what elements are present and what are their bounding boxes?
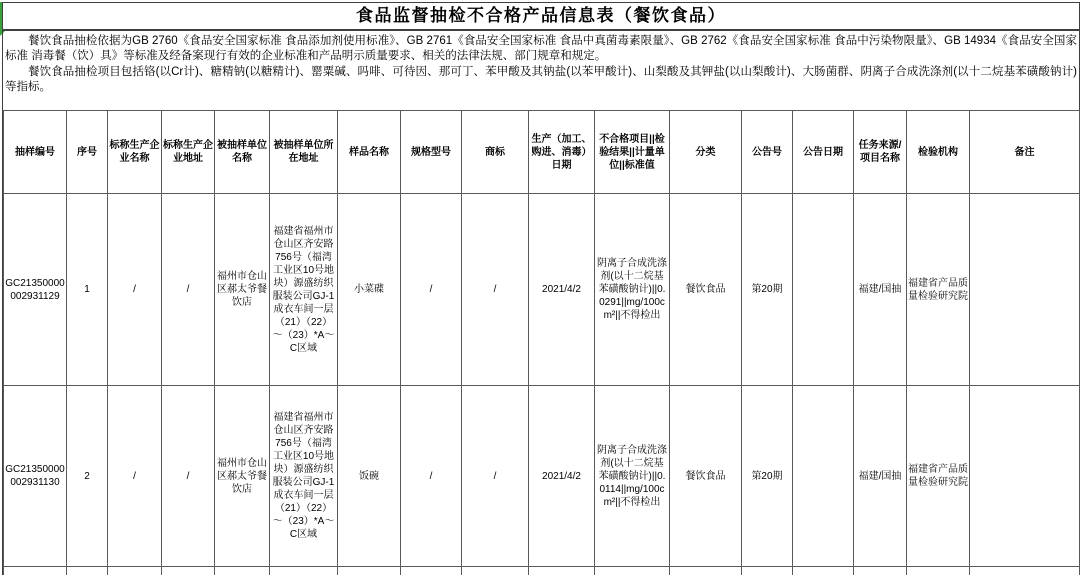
table-cell: 2021/4/2 (529, 386, 595, 567)
table-cell: 福建省福州市仓山区齐安路756号（福湾工业区10号地块）源盛纺织服装公司GJ-1成衣车间一层（21）（22）～（23）*A～C区域 (270, 194, 338, 386)
column-header: 生产（加工、购进、消毒）日期 (529, 111, 595, 194)
table-cell (215, 567, 270, 575)
column-header: 序号 (67, 111, 108, 194)
table-cell (595, 567, 670, 575)
table-cell (67, 567, 108, 575)
table-cell: 2021/4/2 (529, 194, 595, 386)
table-cell: GC21350000002931129 (4, 194, 67, 386)
table-cell (970, 194, 1080, 386)
table-cell (907, 567, 970, 575)
table-cell: 餐饮食品 (670, 194, 742, 386)
column-header: 分类 (670, 111, 742, 194)
table-body (4, 194, 1080, 575)
column-header: 不合格项目||检验结果||计量单位||标准值 (595, 111, 670, 194)
report-frame (2, 2, 1080, 575)
table-cell (854, 567, 907, 575)
intro-paragraph-standards: 餐饮食品抽检依据为GB 2760《食品安全国家标准 食品添加剂使用标准》、GB 2761《食品安全国家标准 食品中真菌毒素限量》、GB 2762《食品安全国家标准 食品中污染物限量》、GB 14934《食品安全国家标准 消毒餐（饮）具》等标准及经备案现行有效的企业标准和产品明示质量要求、相关的法律法规、部门规章和规定。 (5, 35, 1077, 62)
table-cell: 福建省福州市仓山区齐安路756号（福湾工业区10号地块）源盛纺织服装公司GJ-1成衣车间一层（21）（22）～（23）*A～C区域 (270, 386, 338, 567)
table-cell (462, 567, 529, 575)
table-cell: 阴离子合成洗涤剂(以十二烷基苯磺酸钠计)||0.0114||mg/100cm²||不得检出 (595, 386, 670, 567)
column-header: 样品名称 (338, 111, 401, 194)
table-cell: 福建省产品质量检验研究院 (907, 194, 970, 386)
table-cell (670, 567, 742, 575)
table-cell (970, 567, 1080, 575)
table-row-partial (4, 567, 1080, 575)
table-cell: 福州市仓山区郝太爷餐饮店 (215, 386, 270, 567)
table-cell (270, 567, 338, 575)
table-cell (401, 567, 462, 575)
table-cell: / (162, 194, 215, 386)
table-cell: / (462, 194, 529, 386)
column-header: 商标 (462, 111, 529, 194)
table-cell: / (108, 386, 162, 567)
products-table (3, 110, 1080, 575)
column-header: 公告号 (742, 111, 793, 194)
column-header: 被抽样单位名称 (215, 111, 270, 194)
table-cell: 阴离子合成洗涤剂(以十二烷基苯磺酸钠计)||0.0291||mg/100cm²||不得检出 (595, 194, 670, 386)
table-cell: 1 (67, 194, 108, 386)
table-cell (529, 567, 595, 575)
table-cell (162, 567, 215, 575)
table-cell: GC21350000002931130 (4, 386, 67, 567)
column-header: 任务来源/项目名称 (854, 111, 907, 194)
column-header: 标称生产企业名称 (108, 111, 162, 194)
table-cell (4, 567, 67, 575)
page-title: 食品监督抽检不合格产品信息表（餐饮食品） (3, 2, 1079, 31)
table-cell: / (401, 386, 462, 567)
intro-paragraph-test-items: 餐饮食品抽检项目包括铬(以Cr计)、糖精钠(以糖精计)、罂粟碱、吗啡、可待因、那可丁、苯甲酸及其钠盐(以苯甲酸计)、山梨酸及其钾盐(以山梨酸计)、大肠菌群、阴离子合成洗涤剂(以十二烷基苯磺酸钠计)等指标。 (5, 66, 1077, 93)
table-cell (108, 567, 162, 575)
table-cell: 餐饮食品 (670, 386, 742, 567)
table-cell: 福建省产品质量检验研究院 (907, 386, 970, 567)
table-cell: / (108, 194, 162, 386)
table-cell: 饭碗 (338, 386, 401, 567)
table-cell: / (401, 194, 462, 386)
column-header: 规格型号 (401, 111, 462, 194)
table-cell: / (462, 386, 529, 567)
table-cell: 小菜碟 (338, 194, 401, 386)
table-cell (793, 567, 854, 575)
table-cell: 第20期 (742, 194, 793, 386)
table-row (4, 386, 1080, 567)
table-cell: 2 (67, 386, 108, 567)
table-cell: 第20期 (742, 386, 793, 567)
table-cell: 福建/国抽 (854, 386, 907, 567)
intro-block (3, 31, 1079, 110)
table-cell (970, 386, 1080, 567)
column-header: 检验机构 (907, 111, 970, 194)
table-cell (742, 567, 793, 575)
column-header: 标称生产企业地址 (162, 111, 215, 194)
column-header: 公告日期 (793, 111, 854, 194)
table-cell: 福州市仓山区郝太爷餐饮店 (215, 194, 270, 386)
table-cell: / (162, 386, 215, 567)
table-cell (338, 567, 401, 575)
table-cell (793, 194, 854, 386)
table-cell: 福建/国抽 (854, 194, 907, 386)
column-header: 抽样编号 (4, 111, 67, 194)
column-header: 被抽样单位所在地址 (270, 111, 338, 194)
table-row (4, 194, 1080, 386)
header-row (4, 111, 1080, 194)
table-cell (793, 386, 854, 567)
column-header: 备注 (970, 111, 1080, 194)
